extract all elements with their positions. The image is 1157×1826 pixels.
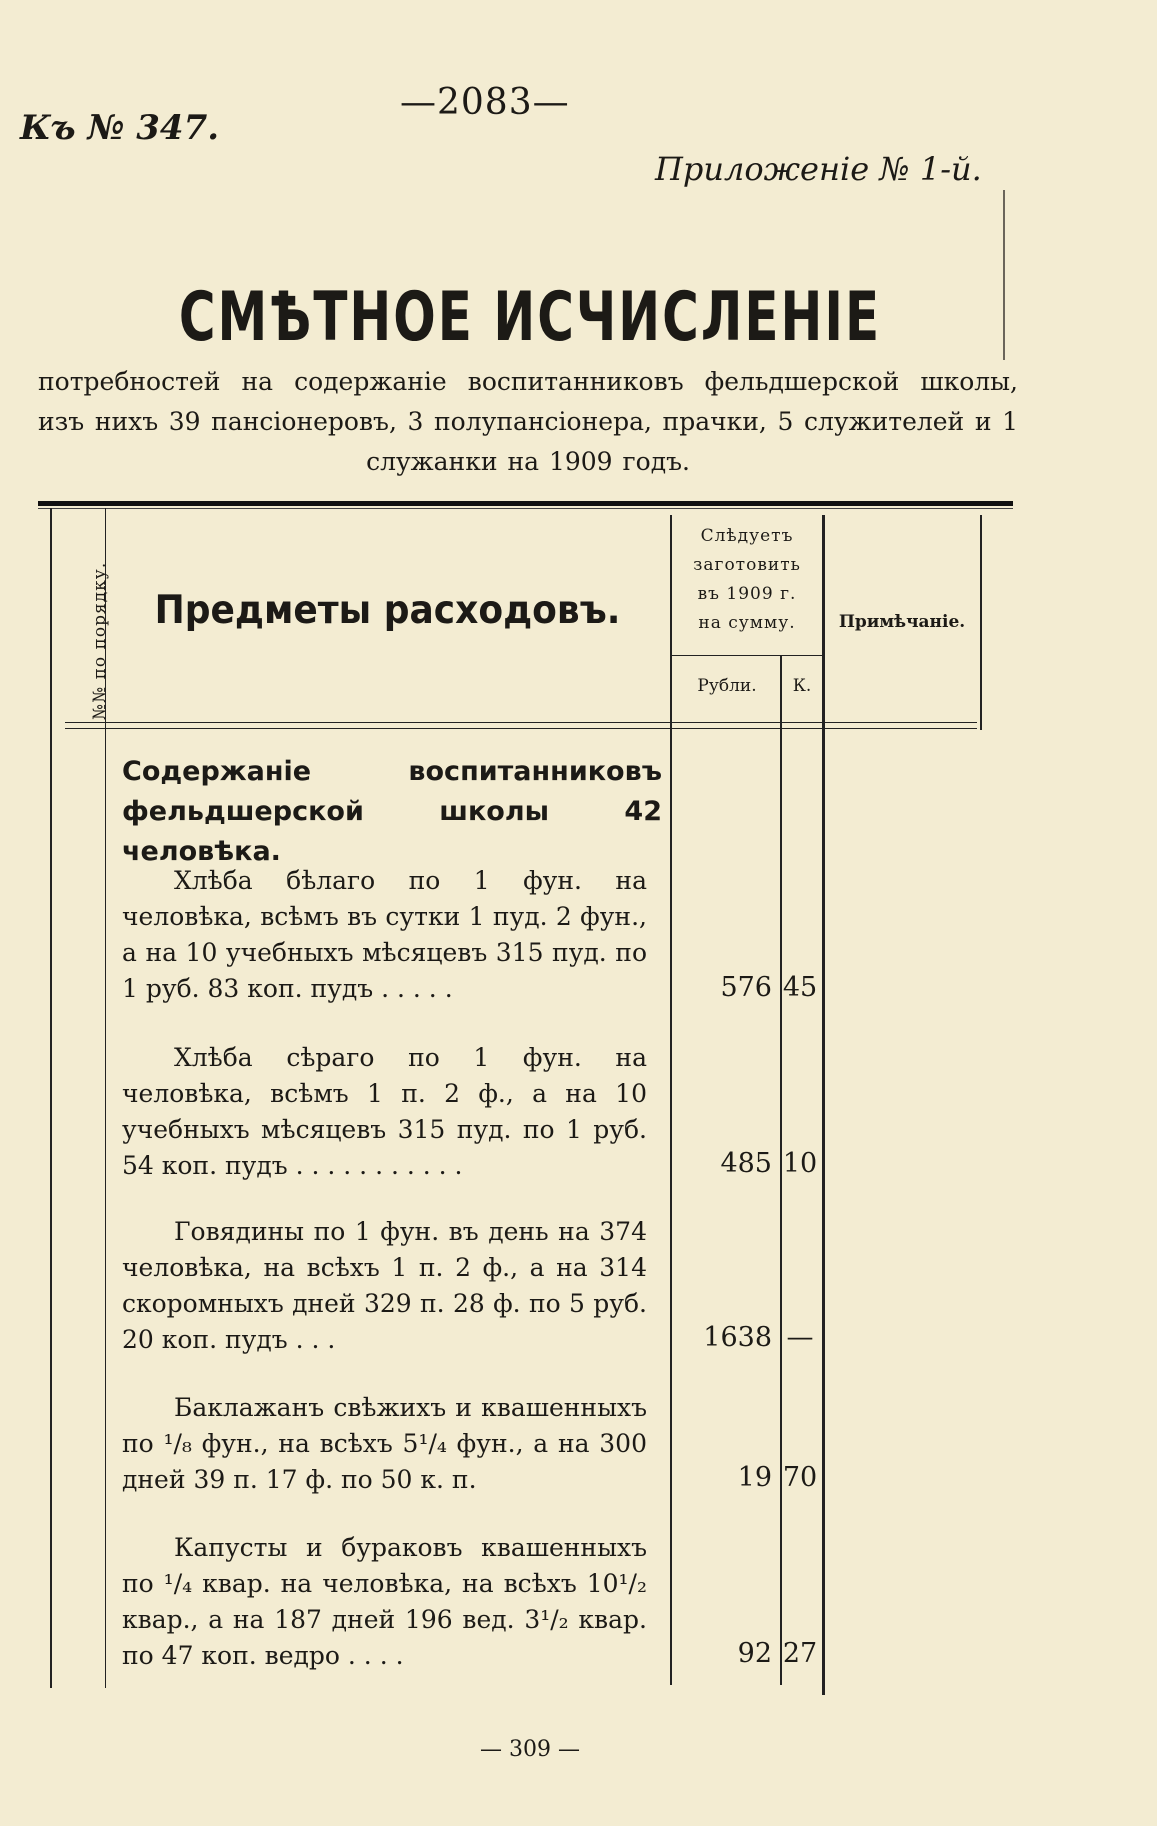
grid-line-left	[50, 508, 52, 1688]
table-row-text: Баклажанъ свѣжихъ и квашенныхъ по ¹/₈ фун., на всѣхъ 5¹/₄ фун., а на 300 дней 39 п. 17 ф. по 50 к. п.	[122, 1393, 647, 1494]
table-top-rule-thin	[38, 508, 1013, 509]
table-row-rubles: 485	[720, 1148, 772, 1179]
section-title: Содержаніе воспитанниковъ фельдшерской школы 42 человѣка.	[122, 756, 662, 867]
table-row-kopecks: 45	[782, 972, 818, 1003]
appendix-label: Приложеніе № 1-й.	[655, 150, 982, 188]
sum-header-line: заготовить	[693, 555, 801, 575]
table-row-text: Хлѣба бѣлаго по 1 фун. на человѣка, всѣмъ въ сутки 1 пуд. 2 фун., а на 10 учебныхъ мѣсяцевъ 315 пуд. по 1 руб. 83 коп. пудъ . . . . .	[122, 866, 647, 1003]
sum-header-line: Слѣдуетъ	[700, 526, 794, 546]
column-header-items: Предметы расходовъ.	[154, 587, 621, 634]
table-row-kopecks: 10	[782, 1148, 818, 1179]
table-row-text: Хлѣба сѣраго по 1 фун. на человѣка, всѣмъ 1 п. 2 ф., а на 10 учебныхъ мѣсяцевъ 315 пуд. по 1 руб. 54 коп. пудъ . . . . . . . . . . .	[122, 1043, 647, 1180]
table-row-kopecks: 70	[782, 1462, 818, 1493]
table-row-rubles: 1638	[703, 1322, 772, 1353]
page-number-bottom: — 309 —	[480, 1737, 580, 1762]
table-row-kopecks: —	[786, 1322, 814, 1353]
table-row-text: Капусты и бураковъ квашенныхъ по ¹/₄ квар. на человѣка, на всѣхъ 10¹/₂ квар., а на 187 дней 196 вед. 3¹/₂ квар. по 47 коп. ведро . . . .	[122, 1533, 647, 1670]
sum-header-line: въ 1909 г.	[697, 584, 797, 604]
grid-line-sum-sub	[672, 655, 822, 656]
table-top-rule	[38, 501, 1013, 506]
table-row-kopecks: 27	[782, 1638, 818, 1669]
grid-line-header-bottom-2	[65, 728, 977, 729]
document-subtitle: потребностей на содержаніе воспитанниковъ фельдшерской школы, изъ нихъ 39 пансіонеровъ, 3 полупансіонера, прачки, 5 служителей и 1 служанки на 1909 годъ.	[38, 367, 1018, 476]
page-number-top: —2083—	[400, 82, 570, 123]
column-header-kopecks: К.	[792, 676, 812, 696]
document-title: СМѢТНОЕ ИСЧИСЛЕНІЕ	[178, 278, 882, 357]
sum-header-line: на сумму.	[698, 613, 796, 633]
table-row-text: Говядины по 1 фун. въ день на 374 человѣка, на всѣхъ 1 п. 2 ф., а на 314 скоромныхъ дней 329 п. 28 ф. по 5 руб. 20 коп. пудъ . . .	[122, 1217, 647, 1354]
grid-line-sum	[822, 515, 825, 1695]
table-row-rubles: 19	[737, 1462, 772, 1493]
column-header-number-text: №№ по порядку.	[90, 561, 110, 720]
table-row-rubles: 92	[737, 1638, 772, 1669]
column-header-notes: Примѣчаніе.	[838, 612, 966, 632]
reference-number: Къ № 347.	[20, 108, 220, 148]
column-header-sum	[672, 522, 822, 638]
column-header-rubles: Рубли.	[697, 676, 757, 696]
table-row-rubles: 576	[720, 972, 772, 1003]
grid-line-header-bottom	[65, 722, 977, 723]
